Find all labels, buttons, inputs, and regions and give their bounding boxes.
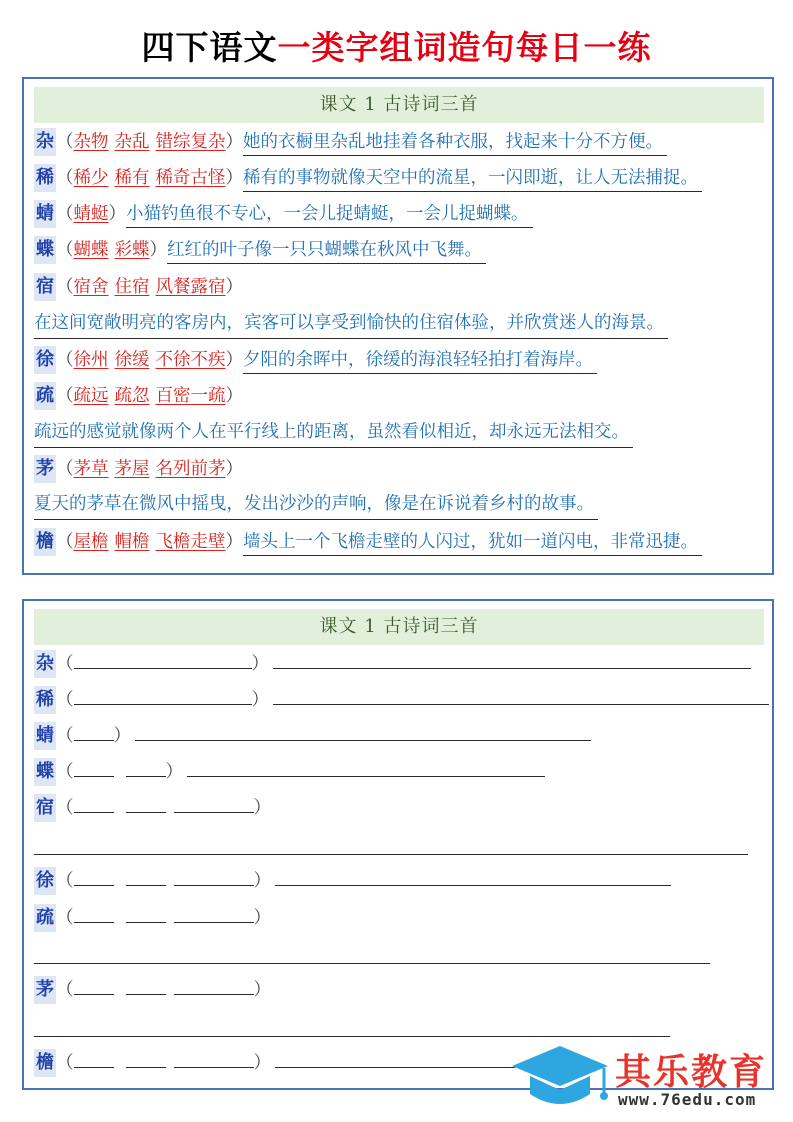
answer-panel [22, 77, 774, 575]
sentence-blank[interactable] [34, 1036, 670, 1037]
word-blank[interactable] [74, 866, 114, 886]
word-blank[interactable] [74, 975, 114, 995]
practice-row: 杂 （ ） [34, 649, 751, 677]
word-blank[interactable] [74, 1048, 114, 1068]
entry-char: 稀 [34, 686, 56, 714]
word-blank[interactable] [174, 793, 254, 813]
entry-char: 茅 [34, 455, 56, 483]
word-blank[interactable] [126, 793, 166, 813]
word-blank[interactable] [126, 903, 166, 923]
practice-row: 稀 （ ） [34, 685, 769, 713]
title-highlight: 一类字组词造句每日一练 [277, 28, 652, 67]
example-sentence: 夕阳的余晖中，徐缓的海浪轻轻拍打着海岸。 [243, 348, 597, 374]
word: 不徐不疾 [155, 350, 226, 370]
word-blank[interactable] [174, 975, 254, 995]
entry-char: 蜻 [34, 722, 56, 750]
sentence-blank[interactable] [135, 721, 591, 741]
entry-char: 宿 [34, 273, 56, 301]
brand-name: 其乐教育 [615, 1052, 768, 1093]
word: 杂乱 [114, 132, 150, 152]
practice-row: 蝶 （ ） [34, 757, 545, 785]
example-sentence: 疏远的感觉就像两个人在平行线上的距离，虽然看似相近，却永远无法相交。 [34, 420, 633, 448]
word: 彩蝶 [114, 240, 150, 260]
word: 疏远 [73, 386, 109, 406]
title-prefix: 四下语文 [141, 28, 278, 67]
entry-row: 徐 （徐州 徐缓 不徐不疾）夕阳的余晖中，徐缓的海浪轻轻拍打着海岸。 [34, 346, 597, 374]
graduation-cap-icon [508, 1040, 612, 1114]
word-blank[interactable] [74, 721, 114, 741]
word-blank[interactable] [74, 685, 252, 705]
example-sentence: 稀有的事物就像天空中的流星，一闪即逝，让人无法捕捉。 [243, 166, 702, 192]
word: 百密一疏 [155, 386, 226, 406]
word: 茅草 [73, 459, 109, 479]
word: 住宿 [114, 277, 150, 297]
entry-row: 茅 （茅草 茅屋 名列前茅） [34, 455, 243, 483]
word-blank[interactable] [74, 903, 114, 923]
word-blank[interactable] [74, 757, 114, 777]
word: 屋檐 [73, 532, 109, 552]
practice-row: 檐 （ ） [34, 1048, 515, 1076]
lesson-header: 课文 1 古诗词三首 [34, 87, 764, 123]
entry-char: 蝶 [34, 236, 56, 264]
entry-row: 蝶 （蝴蝶 彩蝶）红红的叶子像一只只蝴蝶在秋风中飞舞。 [34, 236, 486, 264]
word: 稀奇古怪 [155, 168, 226, 188]
sentence-blank[interactable] [187, 757, 545, 777]
entry-char: 檐 [34, 1049, 56, 1077]
word-blank[interactable] [126, 757, 166, 777]
entry-char: 徐 [34, 346, 56, 374]
entry-char: 疏 [34, 382, 56, 410]
word: 蝴蝶 [73, 240, 109, 260]
word-blank[interactable] [174, 903, 254, 923]
entry-row: 蜻 （蜻蜓）小猫钓鱼很不专心，一会儿捉蜻蜓，一会儿捉蝴蝶。 [34, 200, 533, 228]
example-sentence: 在这间宽敞明亮的客房内，宾客可以享受到愉快的住宿体验，并欣赏迷人的海景。 [34, 311, 668, 339]
entry-row: 宿 （宿舍 住宿 风餐露宿） [34, 273, 243, 301]
sentence-blank[interactable] [34, 963, 710, 964]
entry-row: 疏 （疏远 疏忽 百密一疏） [34, 382, 243, 410]
entry-char: 蜻 [34, 200, 56, 228]
entry-row: 稀 （稀少 稀有 稀奇古怪）稀有的事物就像天空中的流星，一闪即逝，让人无法捕捉。 [34, 164, 702, 192]
brand-url: www.76edu.com [618, 1090, 757, 1109]
word: 稀有 [114, 168, 150, 188]
word: 疏忽 [114, 386, 150, 406]
word: 徐州 [73, 350, 109, 370]
word: 茅屋 [114, 459, 150, 479]
word: 错综复杂 [155, 132, 226, 152]
page-title [0, 22, 793, 69]
practice-row: 疏 （ ） [34, 903, 271, 931]
word: 飞檐走壁 [155, 532, 226, 552]
practice-row: 徐 （ ） [34, 866, 671, 894]
word: 徐缓 [114, 350, 150, 370]
sentence-blank[interactable] [275, 866, 671, 886]
sentence-blank[interactable] [34, 854, 748, 855]
word-blank[interactable] [126, 1048, 166, 1068]
practice-row: 蜻 （ ） [34, 721, 591, 749]
word: 帽檐 [114, 532, 150, 552]
entry-char: 杂 [34, 128, 56, 156]
entry-char: 疏 [34, 904, 56, 932]
word: 稀少 [73, 168, 109, 188]
example-sentence: 夏天的茅草在微风中摇曳，发出沙沙的声响，像是在诉说着乡村的故事。 [34, 492, 598, 520]
entry-char: 杂 [34, 650, 56, 678]
example-sentence: 小猫钓鱼很不专心，一会儿捉蜻蜓，一会儿捉蝴蝶。 [126, 202, 533, 228]
entry-row: 杂 （杂物 杂乱 错综复杂）她的衣橱里杂乱地挂着各种衣服，找起来十分不方便。 [34, 128, 667, 156]
example-sentence: 红红的叶子像一只只蝴蝶在秋风中飞舞。 [167, 238, 486, 264]
sentence-blank[interactable] [275, 1048, 515, 1068]
practice-row: 茅 （ ） [34, 975, 271, 1003]
word-blank[interactable] [126, 866, 166, 886]
entry-char: 檐 [34, 528, 56, 556]
word-blank[interactable] [174, 866, 254, 886]
entry-char: 稀 [34, 164, 56, 192]
example-sentence: 她的衣橱里杂乱地挂着各种衣服，找起来十分不方便。 [243, 130, 667, 156]
practice-panel [22, 599, 774, 1090]
brand-logo [508, 1040, 790, 1114]
word: 杂物 [73, 132, 109, 152]
word-blank[interactable] [126, 975, 166, 995]
lesson-header: 课文 1 古诗词三首 [34, 609, 764, 645]
word-blank[interactable] [74, 649, 252, 669]
word: 蜻蜓 [73, 204, 109, 224]
sentence-blank[interactable] [273, 685, 769, 705]
word-blank[interactable] [174, 1048, 254, 1068]
entry-char: 宿 [34, 794, 56, 822]
entry-char: 蝶 [34, 758, 56, 786]
sentence-blank[interactable] [273, 649, 751, 669]
practice-row: 宿 （ ） [34, 793, 271, 821]
word-blank[interactable] [74, 793, 114, 813]
word: 风餐露宿 [155, 277, 226, 297]
word: 名列前茅 [155, 459, 226, 479]
entry-char: 茅 [34, 976, 56, 1004]
example-sentence: 墙头上一个飞檐走壁的人闪过，犹如一道闪电，非常迅捷。 [243, 530, 702, 556]
entry-row: 檐 （屋檐 帽檐 飞檐走壁）墙头上一个飞檐走壁的人闪过，犹如一道闪电，非常迅捷。 [34, 528, 702, 556]
word: 宿舍 [73, 277, 109, 297]
entry-char: 徐 [34, 867, 56, 895]
